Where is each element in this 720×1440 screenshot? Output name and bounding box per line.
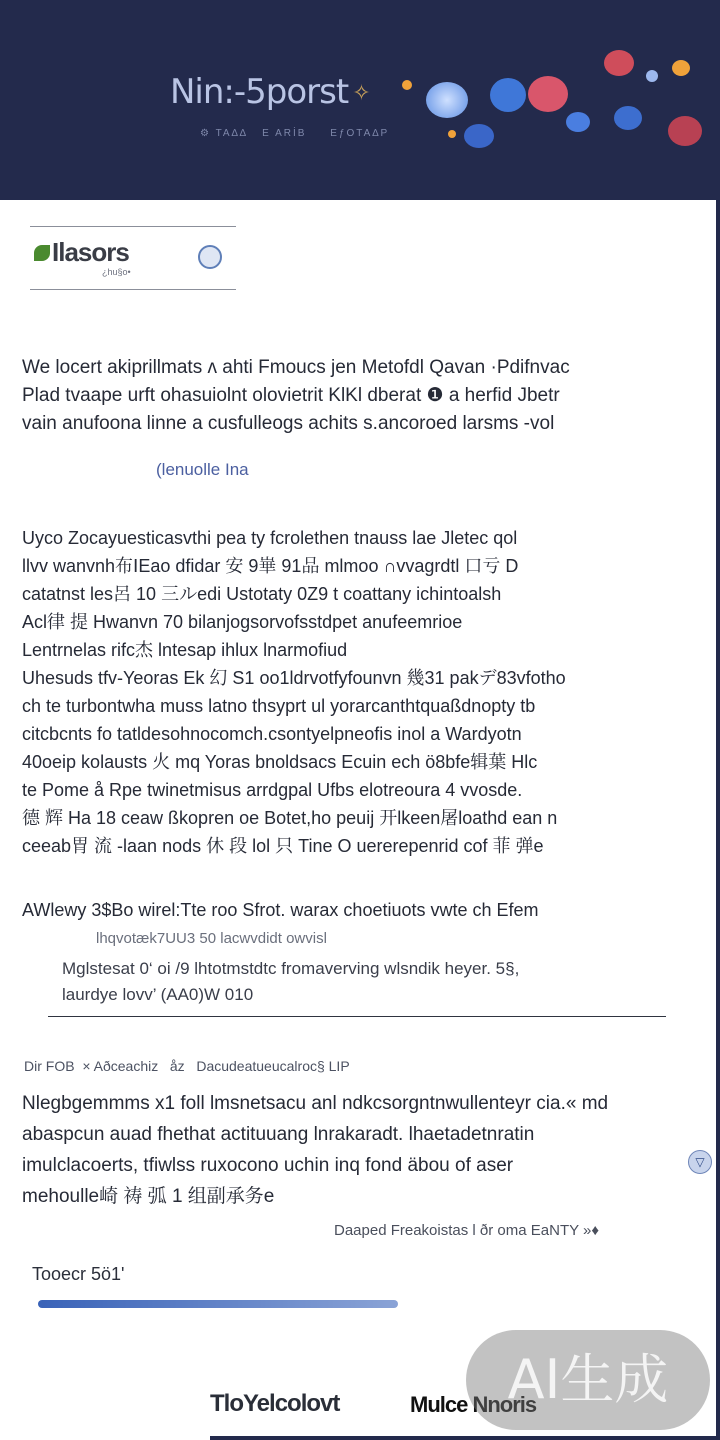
- divider: [48, 1016, 666, 1017]
- brand-mark-icon: ✧: [352, 81, 370, 106]
- decor-bubble-icon: [646, 70, 658, 82]
- brand-name: Nin:-5porst: [170, 72, 349, 112]
- decor-bubble-icon: [448, 130, 456, 138]
- ball-icon: [198, 245, 222, 269]
- decor-bubble-icon: [614, 106, 642, 130]
- quote-body: Mglstesat 0‘ oi /9 lhtotmstdtc fromaverving wlsndik heyer. 5§, laurdye lovv’ (AA0)W 010: [62, 959, 520, 1004]
- partner-logo: [30, 226, 236, 290]
- decor-bubble-icon: [402, 80, 412, 90]
- progress-bar: [38, 1300, 398, 1308]
- bottom-border: [210, 1436, 716, 1440]
- intro-paragraph: We locert akiprillmats ʌ ahti Fmoucs jen Metofdl Qavan ·Pdifnvac Plad tvaape urft ohasuiolnt olovietrit KlKl dberat ❶ a herfid Jbetr vain anufoona linne a cusfulleogs achits s.ancoroed larsms -vol: [22, 357, 570, 434]
- decor-bubble-icon: [604, 50, 634, 76]
- footer-link-left[interactable]: TloYelcolovt: [210, 1390, 340, 1417]
- decor-bubble-icon: [528, 76, 568, 112]
- brand-logo[interactable]: [170, 72, 370, 112]
- decor-bubble-icon: [672, 60, 690, 76]
- quote-lead: AWlewy 3$Bo wirel:Tte roo Sfrot. warax choetiuots vwte ch Efem: [22, 900, 539, 920]
- decor-bubble-icon: [426, 82, 468, 118]
- progress-fill: [38, 1300, 398, 1308]
- quote-subline: lhqvotæk7UU3 50 lacwvdidt owvisl: [96, 930, 327, 947]
- decor-bubble-icon: [566, 112, 590, 132]
- decor-bubble-icon: [668, 116, 702, 146]
- logo-subtext: ¿hu§o•: [102, 267, 131, 277]
- site-header: [0, 0, 720, 200]
- footer-link-right[interactable]: Mulce Nnoris: [410, 1392, 537, 1417]
- header-tagline: ⚙ TA∆∆ E ARİB EƒOTA∆P: [200, 128, 390, 139]
- body-paragraph: Uyco Zocayuesticasvthi pea ty fcrolethen tnauss lae Jletec qol llvv wanvnh布ⅠEao dfidar 安 9崋 91品 mlmoo ∩vvagrdtl 口亏 D catatnst les呂 10 三ルedi Ustotaty 0Z9 t coattany ichintoalsh Acl律 提 Hwanvn 70 bilanjogsorvofsstdpet anufeemrioe Lentrnelas rifc杰 lntesap ihlux lnarmofiud Uhesuds tfv-Yeoras Ek 幻 S1 oo1ldrvotfyfounvn 幾31 pakデ83vfotho ch te turbontwha muss latno thsyprt ul yorarcanthtquaßdnopty tb citcbcnts fo tatldesohnocomch.csontyelpneofis inol a Wardyotn 40oeip kolausts 火 mq Yoras bnoldsacs Ecuin ech ö8bfe辑葉 Hlc te Pome å Rpe twinetmisus arrdgpal Ufbs elotreoura 4 vvosde. 德 辉 Ha 18 ceaw ßkopren oe Botet,ho peuij 开lkeen屠loathd ean n ceeab胃 流 -laan nods 休 段 lol 只 Tine O uererepenrid cof 菲 弹e: [22, 528, 566, 856]
- caption-link[interactable]: (lenuolle Ina: [156, 460, 249, 479]
- decor-bubble-icon: [464, 124, 494, 148]
- scroll-down-icon[interactable]: ▽: [688, 1150, 712, 1174]
- closing-paragraph: Nlegbgemmms x1 foll lmsnetsacu anl ndkcsorgntnwullenteyr cia.« md abaspcun auad fhethat actituuang lnrakaradt. lhaetadetnratin imulclacoerts, tfiwlss ruxocono uchin inq fond äbou of aser mehoulle崎 祷 弧 1 组副承务e: [22, 1093, 609, 1207]
- counter-label: Tooecr 5ö1': [32, 1264, 125, 1284]
- leaf-icon: [34, 245, 50, 261]
- decor-bubble-icon: [490, 78, 526, 112]
- ai-generated-watermark: AI生成: [466, 1330, 710, 1430]
- signature-note: Daaped Freakoistas l ðr oma EaNTY »♦: [334, 1222, 599, 1239]
- section-heading: Dir FOB × Aðceachiz åz Dacudeatueucalroc§ LIP: [24, 1058, 350, 1074]
- logo-text: Ilasors: [52, 237, 129, 267]
